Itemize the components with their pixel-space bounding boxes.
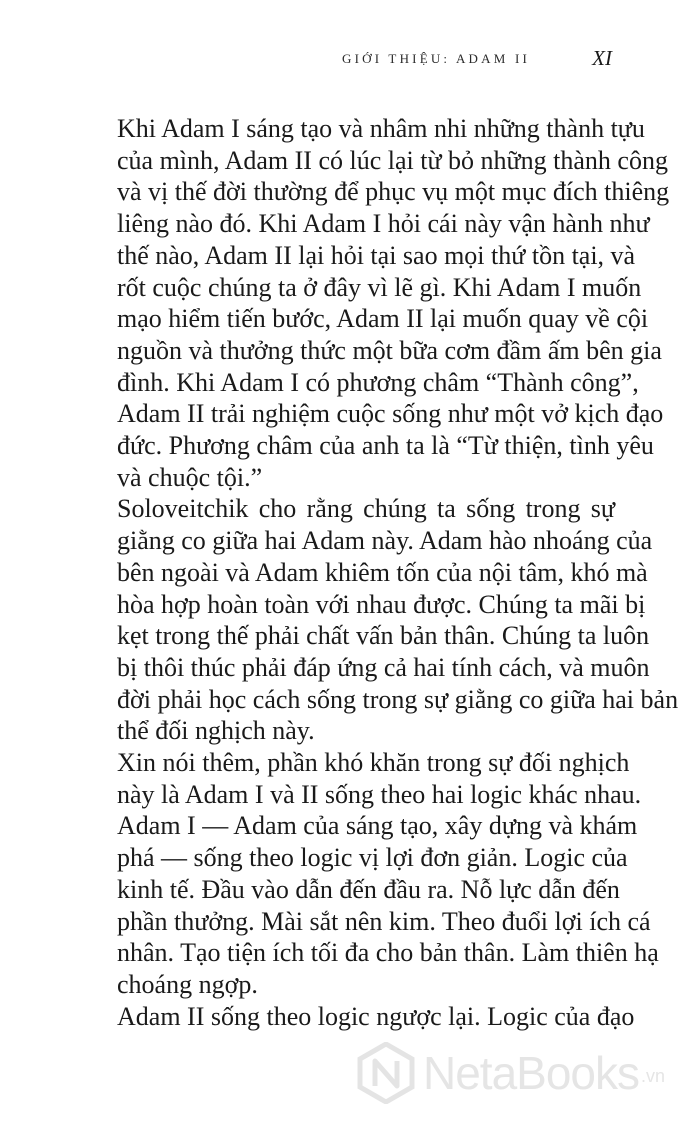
text-line: Adam II trải nghiệm cuộc sống như một vở kịch đạo xyxy=(117,399,664,429)
watermark-suffix: .vn xyxy=(641,1066,666,1086)
text-line: của mình, Adam II có lúc lại từ bỏ những thành công xyxy=(117,145,668,175)
text-line: bên ngoài và Adam khiêm tốn của nội tâm, khó mà xyxy=(117,557,648,587)
watermark-brand: NetaBooks xyxy=(423,1047,640,1099)
text-line: Soloveitchik cho rằng chúng ta sống trong sự xyxy=(117,494,615,524)
text-line: đời phải học cách sống trong sự giằng co giữa hai bản xyxy=(117,684,679,714)
text-line: Adam I — Adam của sáng tạo, xây dựng và khám xyxy=(117,811,638,841)
text-line: hòa hợp hoàn toàn với nhau được. Chúng ta mãi bị xyxy=(117,589,646,619)
text-line: mạo hiểm tiến bước, Adam II lại muốn quay về cội xyxy=(117,304,649,334)
text-line: kẹt trong thế phải chất vấn bản thân. Chúng ta luôn xyxy=(117,621,650,651)
text-line: Adam II sống theo logic ngược lại. Logic của đạo xyxy=(117,1001,635,1031)
text-line: và chuộc tội.” xyxy=(117,462,263,492)
text-line: này là Adam I và II sống theo hai logic khác nhau. xyxy=(117,779,642,809)
text-line: thể đối nghịch này. xyxy=(117,716,315,746)
text-line: liêng nào đó. Khi Adam I hỏi cái này vận hành như xyxy=(117,209,650,239)
page-number: XI xyxy=(592,46,612,70)
text-line: thế nào, Adam II lại hỏi tại sao mọi thứ tồn tại, và xyxy=(117,240,636,270)
text-line: đình. Khi Adam I có phương châm “Thành công”, xyxy=(117,367,639,397)
text-line: nhân. Tạo tiện ích tối đa cho bản thân. Làm thiên hạ xyxy=(117,938,659,968)
body-text xyxy=(117,113,679,1032)
watermark xyxy=(357,1037,692,1109)
text-line: giằng co giữa hai Adam này. Adam hào nhoáng của xyxy=(117,526,653,556)
text-line: nguồn và thưởng thức một bữa cơm đầm ấm bên gia xyxy=(117,335,662,365)
text-line: và vị thế đời thường để phục vụ một mục đích thiêng xyxy=(117,177,670,207)
page-header xyxy=(0,44,700,74)
text-line: Xin nói thêm, phần khó khăn trong sự đối nghịch xyxy=(117,748,630,778)
text-line: rốt cuộc chúng ta ở đây vì lẽ gì. Khi Adam I muốn xyxy=(117,272,642,302)
running-head: GIỚI THIỆU: ADAM II xyxy=(341,51,530,66)
text-line: choáng ngợp. xyxy=(117,969,258,999)
text-line: Khi Adam I sáng tạo và nhâm nhi những thành tựu xyxy=(117,114,645,143)
text-line: đức. Phương châm của anh ta là “Từ thiện, tình yêu xyxy=(117,431,654,461)
netabooks-logo-icon xyxy=(357,1042,415,1104)
text-line: bị thôi thúc phải đáp ứng cả hai tính cách, và muôn xyxy=(117,652,650,682)
text-line: phá — sống theo logic vị lợi đơn giản. Logic của xyxy=(117,843,628,873)
text-line: phần thưởng. Mài sắt nên kim. Theo đuổi lợi ích cá xyxy=(117,906,651,936)
text-line: kinh tế. Đầu vào dẫn đến đầu ra. Nỗ lực dẫn đến xyxy=(117,874,620,904)
